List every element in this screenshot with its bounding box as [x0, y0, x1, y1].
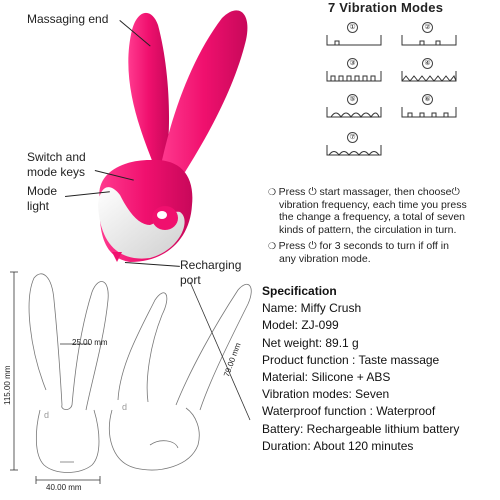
svg-text:d: d — [122, 402, 128, 412]
spec-weight: Net weight: 89.1 g — [262, 335, 359, 350]
height-dim-label: 115.00 mm — [3, 365, 12, 405]
mode-4: ④ — [400, 58, 458, 88]
spec-name: Name: Miffy Crush — [262, 301, 362, 316]
svg-text:d: d — [44, 410, 50, 420]
base-dim-label: 40.00 mm — [46, 483, 82, 492]
spec-model: Model: ZJ-099 — [262, 318, 339, 333]
recharging-port-label: Recharging port — [180, 258, 242, 287]
side-dim-label: 79.00 mm — [222, 341, 243, 379]
width-dim-label: 25.00 mm — [72, 338, 108, 347]
spec-waterproof: Waterproof function : Waterproof — [262, 404, 436, 419]
mode-1-wave — [325, 31, 383, 51]
mode-2: ② — [400, 22, 458, 52]
spec-function: Product function : Taste massage — [262, 352, 440, 367]
specification-block — [262, 283, 459, 455]
mode-6-wave — [400, 103, 458, 123]
switch-mode-label: Switch and mode keys — [27, 150, 86, 179]
instruction-2: ❍ Press ⏻ for 3 seconds to turn if off in any vibration mode. — [268, 240, 449, 265]
mode-5: ⑤ — [325, 94, 383, 124]
instruction-1: ❍ Press ⏻ start massager, then choose⏻ vibration frequency, each time you press the change a frequency, a total of seven kinds of pattern, the circulation in turn. — [268, 186, 467, 236]
product-photo — [0, 0, 260, 270]
mode-5-wave — [325, 103, 383, 123]
modes-title: 7 Vibration Modes — [328, 0, 444, 15]
spec-heading: Specification — [262, 284, 337, 298]
mode-1: ① — [325, 22, 383, 52]
massaging-end-label: Massaging end — [27, 12, 109, 26]
mode-2-wave — [400, 31, 458, 51]
mode-7-wave — [325, 141, 383, 161]
spec-battery: Battery: Rechargeable lithium battery — [262, 421, 460, 436]
mode-4-wave — [400, 67, 458, 87]
mode-3: ③ — [325, 58, 383, 88]
mode-7: ⑦ — [325, 132, 383, 162]
mode-light-label: Mode light — [27, 184, 58, 213]
technical-drawing — [0, 270, 260, 500]
bullet-icon: ❍ — [268, 241, 279, 251]
mode-3-wave — [325, 67, 383, 87]
bullet-icon: ❍ — [268, 187, 279, 197]
spec-duration: Duration: About 120 minutes — [262, 438, 414, 453]
spec-material: Material: Silicone + ABS — [262, 370, 391, 385]
spec-modes: Vibration modes: Seven — [262, 387, 390, 402]
mode-6: ⑥ — [400, 94, 458, 124]
